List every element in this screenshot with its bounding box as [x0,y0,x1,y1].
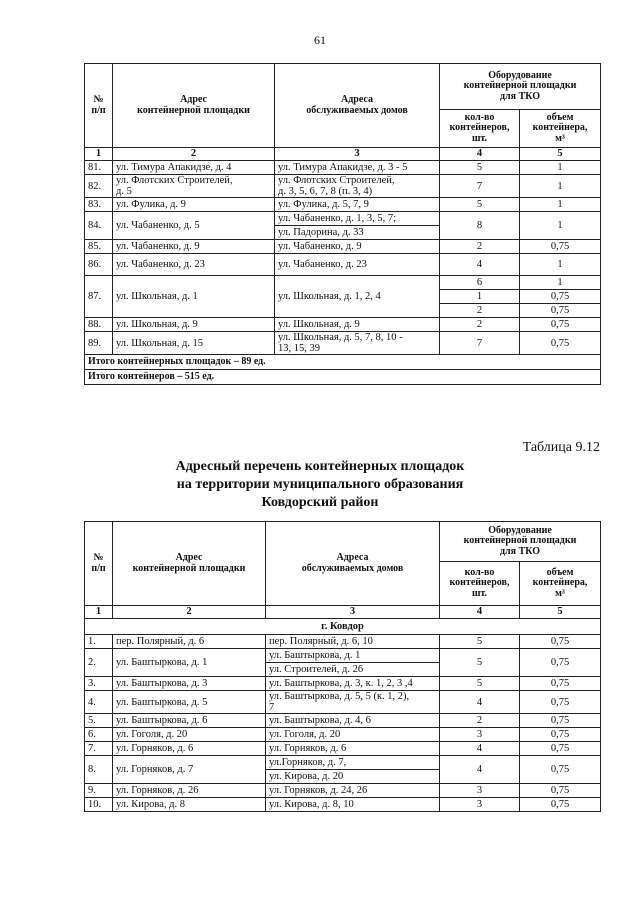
container-count: 2 [440,714,520,728]
city-row [85,619,601,635]
container-count: 5 [440,635,520,649]
container-volume: 1 [520,161,601,175]
column-index: 3 [266,606,440,619]
table-row [85,240,601,254]
container-volume: 0,75 [520,318,601,332]
container-count: 2 [440,240,520,254]
table-row [85,742,601,756]
container-count: 2 [440,318,520,332]
container-count: 7 [440,175,520,198]
total-containers: Итого контейнеров – 515 ед. [85,370,601,385]
houses-address: ул. Горняков, д. 6 [266,742,440,756]
table-row [85,332,601,355]
row-number: 10. [85,798,113,812]
row-number: 84. [85,212,113,240]
row-number: 2. [85,649,113,677]
container-count: 2 [440,304,520,318]
site-address: ул. Баштыркова, д. 5 [113,691,266,714]
houses-address: пер. Полярный, д. 6, 10 [266,635,440,649]
row-number: 88. [85,318,113,332]
title-line-3: Ковдорский район [261,495,379,510]
houses-address: ул. Строителей, д. 26 [266,663,440,677]
total-sites: Итого контейнерных площадок – 89 ед. [85,355,601,370]
row-number: 86. [85,254,113,276]
container-volume: 1 [520,254,601,276]
table-row [85,161,601,175]
houses-address: ул. Чабаненко, д. 9 [275,240,440,254]
container-count: 4 [440,691,520,714]
site-address: ул. Школьная, д. 9 [113,318,275,332]
container-volume: 0,75 [520,714,601,728]
table-row [85,714,601,728]
container-count: 4 [440,742,520,756]
table-label: Таблица 9.12 [522,440,600,455]
row-number: 4. [85,691,113,714]
header-count: кол-во контейнеров, шт. [440,110,520,148]
site-address: ул. Фулика, д. 9 [113,198,275,212]
container-count: 4 [440,254,520,276]
container-volume: 1 [520,198,601,212]
table-row [85,198,601,212]
total-containers-row [85,370,601,385]
container-volume: 0,75 [520,304,601,318]
table2-body [85,619,601,812]
houses-address: ул. Тимура Апакидзе, д. 3 - 5 [275,161,440,175]
container-volume: 0,75 [520,742,601,756]
houses-address: ул. Школьная, д. 5, 7, 8, 10 - 13, 15, 39 [275,332,440,355]
table-row [85,677,601,691]
header-site-address: Адрес контейнерной площадки [113,64,275,148]
row-number: 3. [85,677,113,691]
houses-address: ул. Фулика, д. 5, 7, 9 [275,198,440,212]
table-row [85,318,601,332]
table-row [85,276,601,290]
container-volume: 0,75 [520,240,601,254]
table-row [85,691,601,714]
city-name: г. Ковдор [85,619,601,635]
container-count: 6 [440,276,520,290]
column-index: 3 [275,148,440,161]
header-equipment: Оборудование контейнерной площадки для ТКО [440,64,601,110]
header-volume: объем контейнера, м³ [520,110,601,148]
column-index-row [85,606,601,619]
houses-address: ул. Флотских Строителей, д. 3, 5, 6, 7, 8 (п. 3, 4) [275,175,440,198]
site-address: ул. Баштыркова, д. 6 [113,714,266,728]
site-address: ул. Чабаненко, д. 9 [113,240,275,254]
row-number: 1. [85,635,113,649]
column-index: 4 [440,148,520,161]
table-row [85,254,601,276]
row-number: 89. [85,332,113,355]
site-address: ул. Тимура Апакидзе, д. 4 [113,161,275,175]
table-row [85,175,601,198]
houses-address: ул. Баштыркова, д. 1 [266,649,440,663]
header-row [85,522,601,562]
header-num: № п/п [85,522,113,606]
site-address: пер. Полярный, д. 6 [113,635,266,649]
table-row [85,798,601,812]
site-address: ул. Флотских Строителей, д. 5 [113,175,275,198]
container-volume: 0,75 [520,635,601,649]
site-address: ул. Баштыркова, д. 1 [113,649,266,677]
houses-address: ул. Гоголя, д. 20 [266,728,440,742]
column-index: 2 [113,606,266,619]
houses-address: ул. Горняков, д. 24, 26 [266,784,440,798]
row-number: 81. [85,161,113,175]
houses-address: ул. Баштыркова, д. 4, 6 [266,714,440,728]
header-houses-address: Адреса обслуживаемых домов [266,522,440,606]
container-volume: 0,75 [520,677,601,691]
row-number: 83. [85,198,113,212]
row-number: 85. [85,240,113,254]
container-volume: 0,75 [520,728,601,742]
header-volume: объем контейнера, м³ [520,562,601,606]
container-volume: 0,75 [520,784,601,798]
row-number: 9. [85,784,113,798]
houses-address: ул. Баштыркова, д. 5, 5 (к. 1, 2), 7 [266,691,440,714]
row-number: 7. [85,742,113,756]
table1-body [85,161,601,385]
column-index: 5 [520,148,601,161]
header-site-address: Адрес контейнерной площадки [113,522,266,606]
site-address: ул. Горняков, д. 7 [113,756,266,784]
row-number: 87. [85,276,113,318]
container-count: 7 [440,332,520,355]
header-row [85,64,601,110]
table2-header [85,522,601,619]
container-volume: 0,75 [520,798,601,812]
container-count: 8 [440,212,520,240]
container-count: 5 [440,649,520,677]
table-row [85,649,601,663]
containers-table-1 [84,63,601,385]
column-index-row [85,148,601,161]
column-index: 1 [85,148,113,161]
header-num: № п/п [85,64,113,148]
houses-address: ул. Кирова, д. 20 [266,770,440,784]
site-address: ул. Кирова, д. 8 [113,798,266,812]
table1-header [85,64,601,161]
site-address: ул. Горняков, д. 26 [113,784,266,798]
row-number: 6. [85,728,113,742]
container-volume: 1 [520,212,601,240]
table-row [85,784,601,798]
page-number: 61 [314,33,326,47]
houses-address: ул. Школьная, д. 9 [275,318,440,332]
container-count: 3 [440,784,520,798]
header-count: кол-во контейнеров, шт. [440,562,520,606]
total-sites-row [85,355,601,370]
header-houses-address: Адреса обслуживаемых домов [275,64,440,148]
container-count: 5 [440,198,520,212]
table-row [85,728,601,742]
container-count: 3 [440,798,520,812]
table-title [0,458,640,512]
column-index: 1 [85,606,113,619]
container-volume: 0,75 [520,756,601,784]
container-count: 1 [440,290,520,304]
containers-table-2 [84,521,601,812]
site-address: ул. Гоголя, д. 20 [113,728,266,742]
row-number: 82. [85,175,113,198]
row-number: 8. [85,756,113,784]
container-volume: 0,75 [520,332,601,355]
container-volume: 1 [520,276,601,290]
houses-address: ул. Чабаненко, д. 23 [275,254,440,276]
column-index: 4 [440,606,520,619]
table-row [85,756,601,770]
site-address: ул. Школьная, д. 15 [113,332,275,355]
header-equipment: Оборудование контейнерной площадки для ТКО [440,522,601,562]
container-count: 5 [440,677,520,691]
column-index: 5 [520,606,601,619]
container-count: 3 [440,728,520,742]
site-address: ул. Чабаненко, д. 23 [113,254,275,276]
title-line-1: Адресный перечень контейнерных площадок [175,459,465,474]
site-address: ул. Школьная, д. 1 [113,276,275,318]
houses-address: ул. Школьная, д. 1, 2, 4 [275,276,440,318]
container-volume: 0,75 [520,691,601,714]
container-count: 4 [440,756,520,784]
table-row [85,212,601,226]
container-count: 5 [440,161,520,175]
site-address: ул. Баштыркова, д. 3 [113,677,266,691]
houses-address: ул. Падорина, д. 33 [275,226,440,240]
table-row [85,635,601,649]
houses-address: ул. Чабаненко, д. 1, 3, 5, 7; [275,212,440,226]
row-number: 5. [85,714,113,728]
column-index: 2 [113,148,275,161]
container-volume: 0,75 [520,290,601,304]
houses-address: ул. Кирова, д. 8, 10 [266,798,440,812]
site-address: ул. Чабаненко, д. 5 [113,212,275,240]
title-line-2: на территории муниципального образования [176,477,464,492]
container-volume: 1 [520,175,601,198]
container-volume: 0,75 [520,649,601,677]
houses-address: ул. Баштыркова, д. 3, к. 1, 2, 3 ,4 [266,677,440,691]
site-address: ул. Горняков, д. 6 [113,742,266,756]
houses-address: ул.Горняков, д. 7, [266,756,440,770]
